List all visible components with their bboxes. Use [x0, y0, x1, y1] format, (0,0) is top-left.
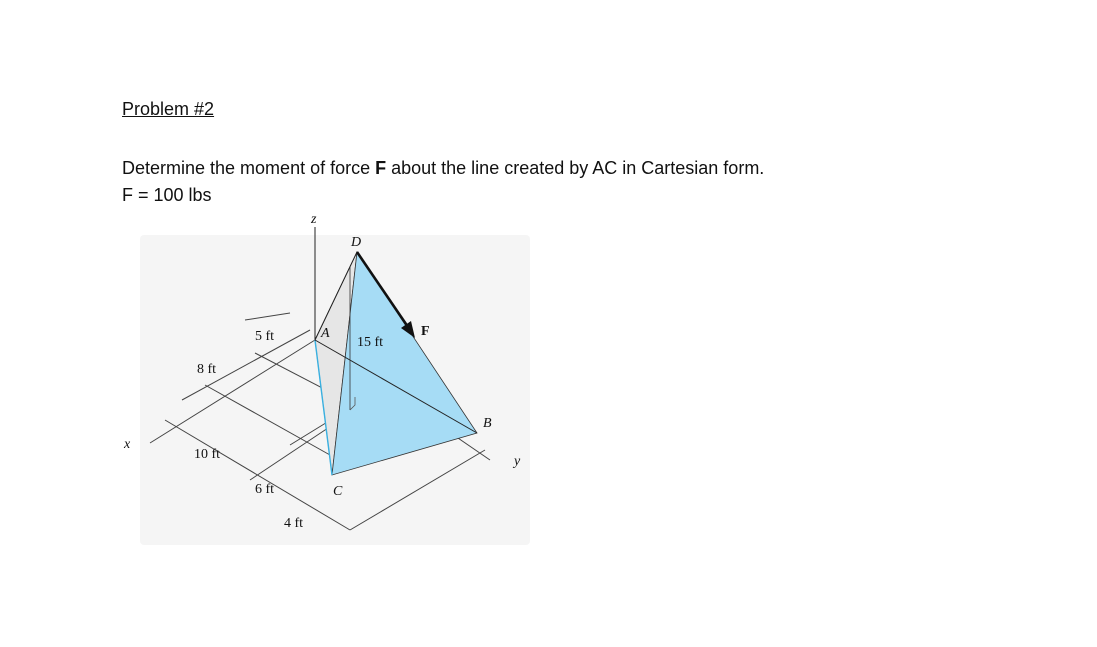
figure-svg [110, 205, 530, 550]
label-4ft: 4 ft [284, 516, 304, 531]
statement-line [122, 155, 764, 182]
label-5ft: 5 ft [255, 329, 275, 344]
label-15ft: 15 ft [357, 335, 384, 350]
label-d: D [351, 235, 362, 250]
statement-text-before: Determine the moment of force [122, 158, 376, 178]
label-x: x [124, 437, 131, 452]
label-a: A [321, 326, 330, 341]
label-c: C [333, 484, 343, 499]
label-6ft: 6 ft [255, 482, 275, 497]
label-8ft: 8 ft [197, 362, 217, 377]
tetrahedron-figure [110, 205, 530, 550]
force-symbol: F [375, 158, 387, 178]
label-z: z [311, 212, 317, 227]
label-y: y [514, 454, 521, 469]
label-10ft: 10 ft [194, 447, 221, 462]
label-force: F [421, 324, 430, 339]
problem-heading: Problem #2 [122, 99, 215, 119]
statement-text-after: about the line created by AC in Cartesian form. [386, 158, 765, 178]
given-force: F = 100 lbs [122, 185, 212, 205]
label-b: B [483, 416, 492, 431]
problem-statement [122, 155, 764, 209]
